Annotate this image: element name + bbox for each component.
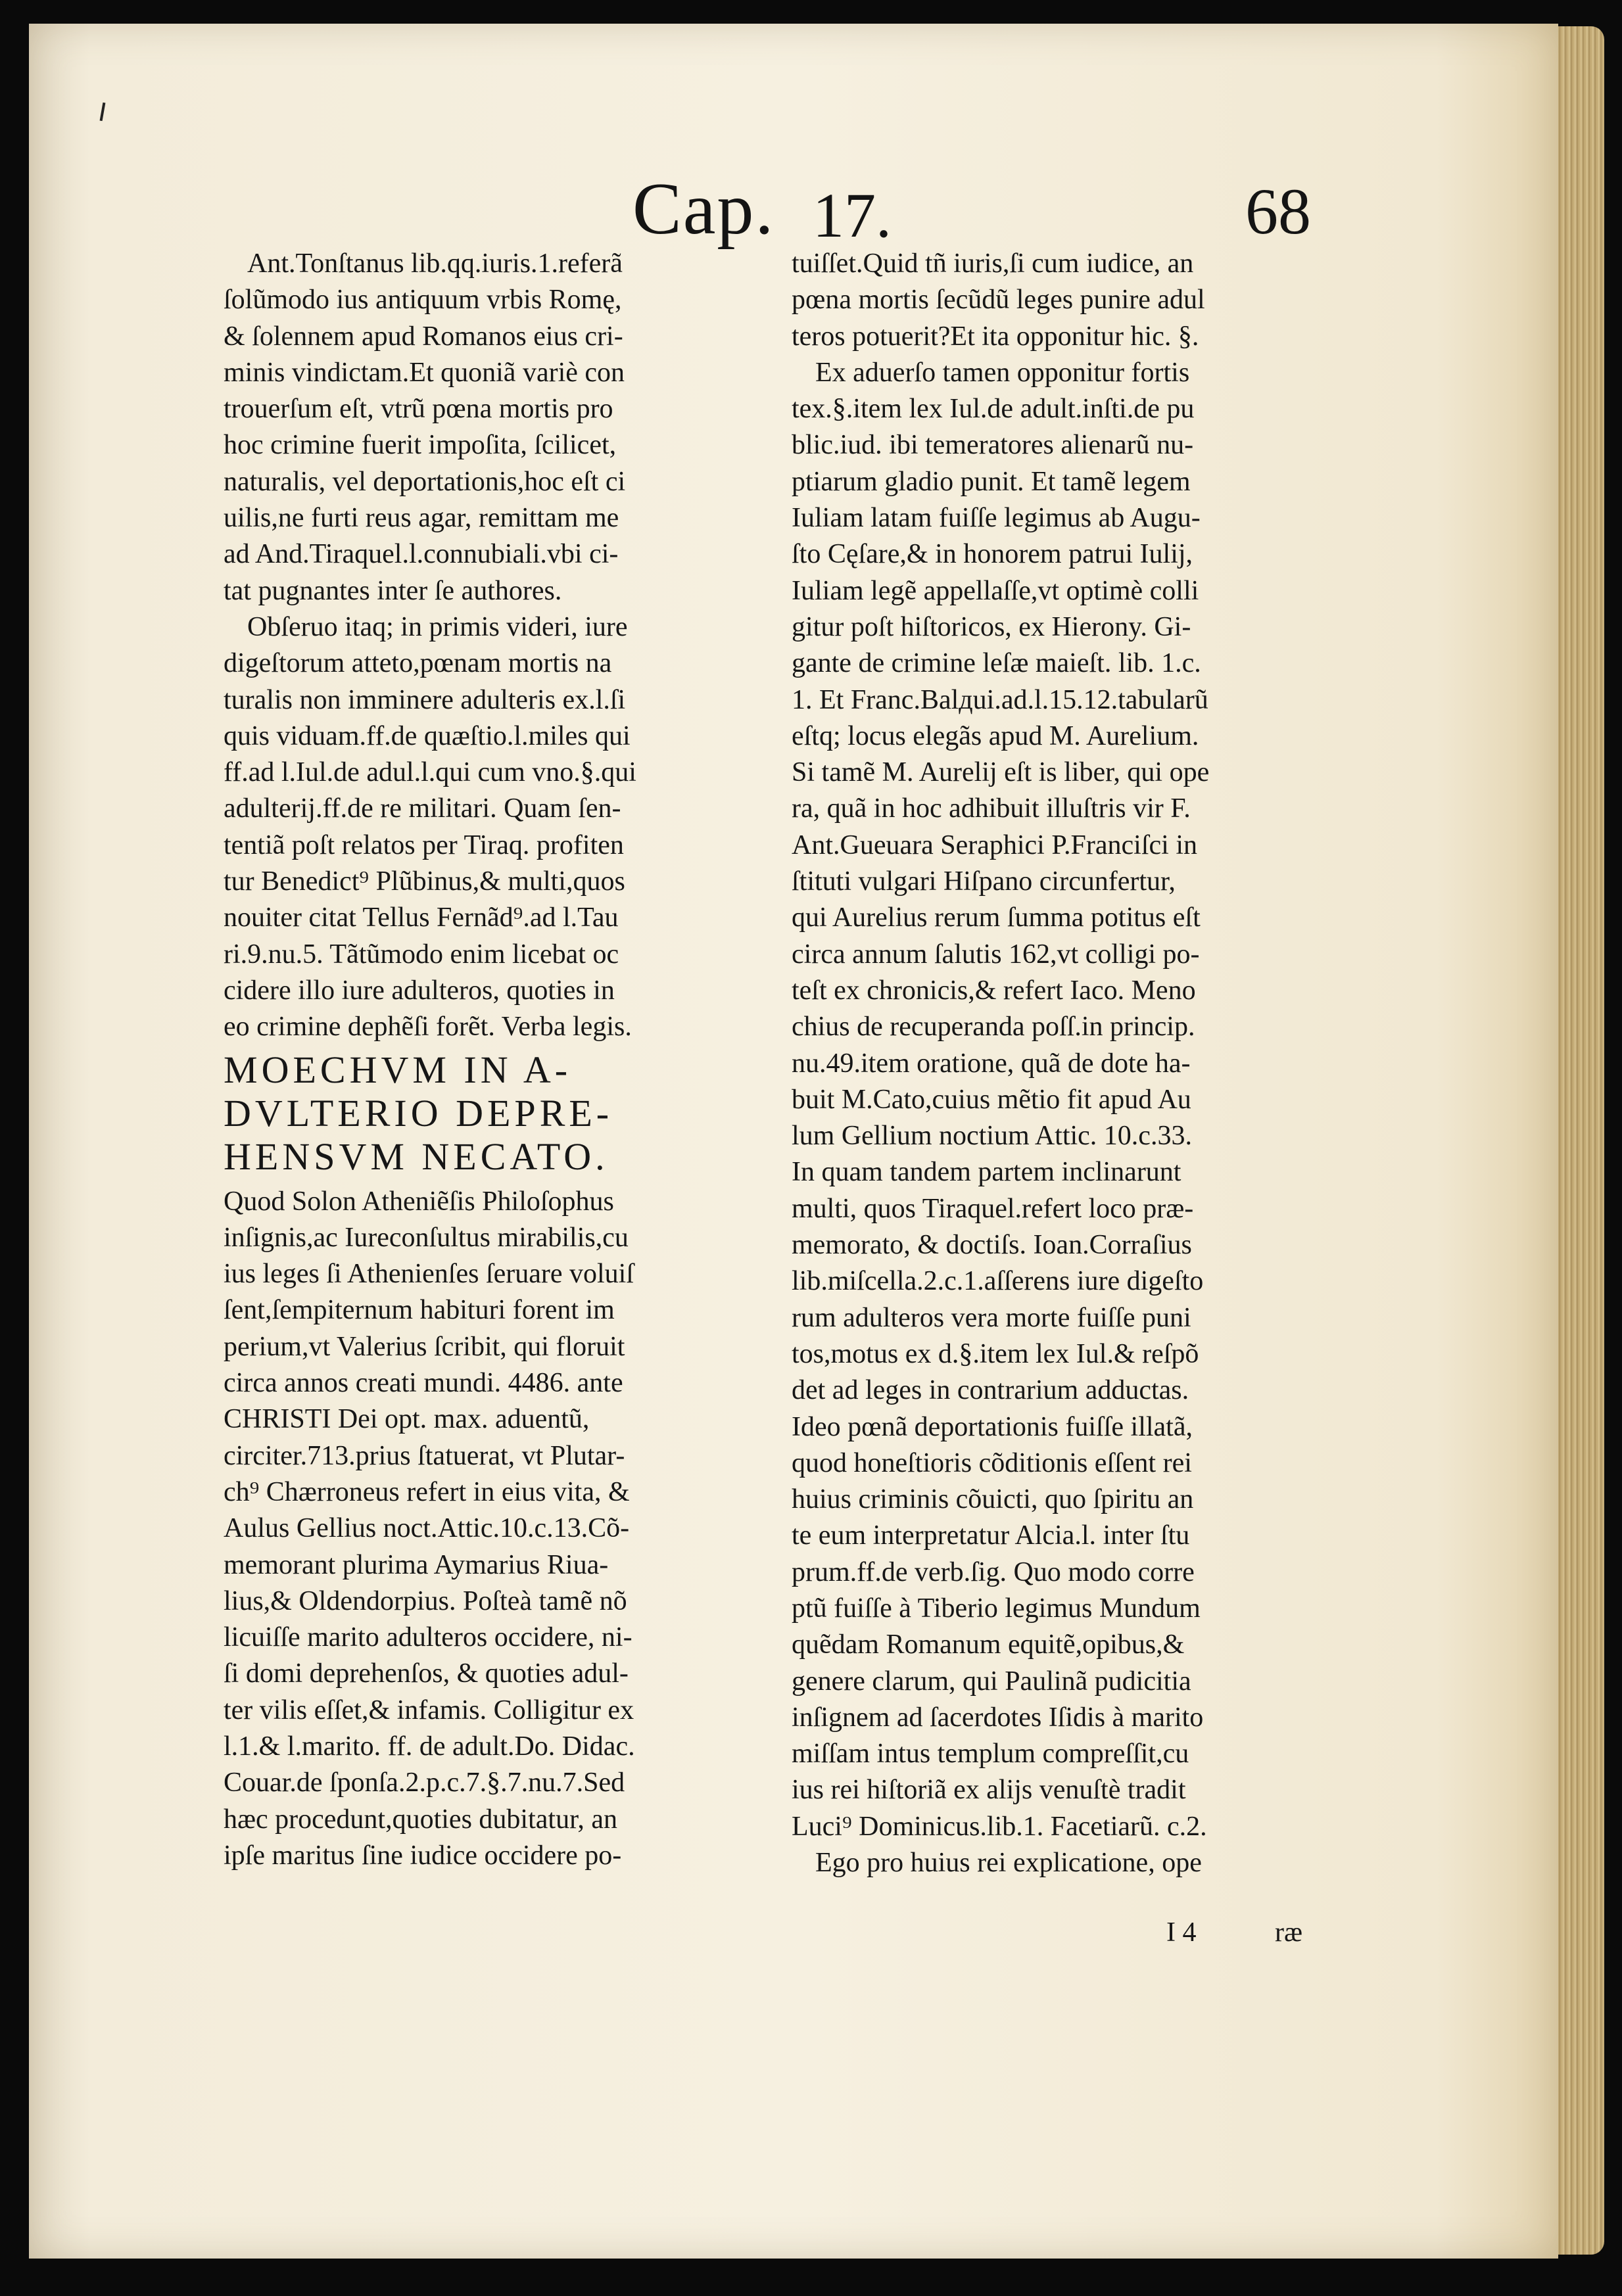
left-column-text-continued xyxy=(224,1184,796,1875)
chapter-number: 17. xyxy=(813,180,892,250)
text-line: pœna mortis ſecũdũ leges punire adul xyxy=(792,285,1205,316)
text-line: lius,& Oldendorpius. Poſteà tamẽ nõ xyxy=(224,1585,627,1616)
text-line: blic.iud. ibi temeratores alienarũ nu- xyxy=(792,430,1194,461)
text-line: huius criminis cõuicti, quo ſpiritu an xyxy=(792,1484,1194,1515)
text-line: ius rei hiſtoriã ex alijs venuſtè tradit xyxy=(792,1775,1186,1806)
chapter-label: Cap. xyxy=(632,168,775,250)
text-line: chius de recuperanda poſſ.in princip. xyxy=(792,1012,1195,1043)
text-line: rum adulteros vera morte fuiſſe puni xyxy=(792,1302,1191,1333)
margin-mark xyxy=(100,103,106,121)
text-line: Si tamẽ M. Aurelij eſt is liber, qui ope xyxy=(792,757,1210,788)
text-line: nu.49.item oratione, quã de dote ha- xyxy=(792,1048,1191,1079)
text-line: inſignis,ac Iureconſultus mirabilis,cu xyxy=(224,1222,629,1253)
text-line: ſtituti vulgari Hiſpano circunfertur, xyxy=(792,866,1176,897)
text-line: CHRISTI Dei opt. max. aduentũ, xyxy=(224,1404,590,1435)
text-line: miſſam intus templum compreſſit,cu xyxy=(792,1739,1189,1769)
text-line: ptiarum gladio punit. Et tamẽ legem xyxy=(792,466,1191,497)
text-line: hæc procedunt,quoties dubitatur, an xyxy=(224,1804,618,1835)
text-line: genere clarum, qui Paulinã pudicitia xyxy=(792,1666,1191,1697)
text-line: naturalis, vel deportationis,hoc eſt ci xyxy=(224,466,626,497)
text-line: Ego pro huius rei explicatione, ope xyxy=(815,1848,1202,1879)
text-line: 1. Et Franc.Balдui.ad.l.15.12.tabularũ xyxy=(792,684,1208,715)
text-line: cidere illo iure adulteros, quoties in xyxy=(224,975,615,1006)
text-line: adulterij.ff.de re militari. Quam ſen- xyxy=(224,793,621,824)
text-line: quis viduam.ff.de quæſtio.l.miles qui xyxy=(224,720,631,751)
catchword: ræ xyxy=(1275,1917,1302,1948)
running-header xyxy=(29,167,1558,250)
text-line: ptũ fuiſſe à Tiberio legimus Mundum xyxy=(792,1593,1201,1624)
text-line: buit M.Cato,cuius mẽtio fit apud Au xyxy=(792,1084,1191,1115)
text-line: minis vindictam.Et quoniã variè con xyxy=(224,357,625,388)
book-page xyxy=(29,24,1558,2259)
text-line: ius leges ſi Athenienſes ſeruare voluiſ xyxy=(224,1259,634,1290)
text-line: ter vilis eſſet,& infamis. Colligitur ex xyxy=(224,1695,634,1725)
text-line: turalis non imminere adulteris ex.l.ſi xyxy=(224,684,626,715)
text-line: ſent,ſempiternum habituri forent im xyxy=(224,1295,615,1326)
text-line: MOECHVM IN A- xyxy=(224,1048,572,1091)
text-line: l.1.& l.marito. ff. de adult.Do. Didac. xyxy=(224,1731,635,1762)
text-line: circa annos creati mundi. 4486. ante xyxy=(224,1368,623,1399)
text-line: ff.ad l.Iul.de adul.l.qui cum vno.§.qui xyxy=(224,757,636,788)
text-line: quod honeſtioris cõditionis eſſent rei xyxy=(792,1447,1192,1478)
text-line: memorant plurima Aymarius Riua- xyxy=(224,1549,609,1580)
text-line: tex.§.item lex Iul.de adult.inſti.de pu xyxy=(792,394,1195,425)
text-line: lib.miſcella.2.c.1.aſſerens iure digeſto xyxy=(792,1266,1204,1297)
text-line: circiter.713.prius ſtatuerat, vt Plutar- xyxy=(224,1440,625,1471)
text-line: Iuliam latam fuiſſe legimus ab Augu- xyxy=(792,503,1201,534)
text-line: gitur poſt hiſtoricos, ex Hierony. Gi- xyxy=(792,611,1191,642)
text-line: ch⁹ Chærroneus refert in eius vita, & xyxy=(224,1476,630,1507)
law-quote xyxy=(224,1048,796,1179)
text-line: trouerſum eſt, vtrũ pœna mortis pro xyxy=(224,394,613,425)
text-line: tos,motus ex d.§.item lex Iul.& reſpõ xyxy=(792,1338,1199,1369)
text-line: ri.9.nu.5. Tãtũmodo enim licebat oc xyxy=(224,939,619,970)
text-line: tur Benedict⁹ Plũbinus,& multi,quos xyxy=(224,866,625,897)
text-line: circa annum ſalutis 162,vt colligi po- xyxy=(792,939,1200,970)
text-line: licuiſſe marito adulteros occidere, ni- xyxy=(224,1622,632,1653)
text-line: teſt ex chronicis,& refert Iaco. Meno xyxy=(792,975,1196,1006)
text-line: uilis,ne furti reus agar, remittam me xyxy=(224,503,619,534)
text-line: tentiã poſt relatos per Tiraq. profiten xyxy=(224,830,624,860)
left-column xyxy=(224,246,796,1874)
text-line: Luci⁹ Dominicus.lib.1. Facetiarũ. c.2. xyxy=(792,1811,1207,1842)
text-line: ſto Cęſare,& in honorem patrui Iulij, xyxy=(792,539,1193,570)
folio-number: 68 xyxy=(1245,175,1311,248)
signature-mark: I 4 xyxy=(1166,1917,1197,1948)
text-line: qui Aurelius rerum ſumma potitus eſt xyxy=(792,902,1201,933)
text-line: tat pugnantes inter ſe authores. xyxy=(224,575,562,606)
text-line: prum.ff.de verb.ſig. Quo modo corre xyxy=(792,1557,1195,1587)
text-line: HENSVM NECATO. xyxy=(224,1135,609,1178)
text-line: Quod Solon Atheniẽſis Philoſophus xyxy=(224,1186,614,1217)
text-line: nouiter citat Tellus Fernãd⁹.ad l.Tau xyxy=(224,902,619,933)
text-line: eo crimine dephẽſi forẽt. Verba legis. xyxy=(224,1012,632,1043)
text-line: ad And.Tiraquel.l.connubiali.vbi ci- xyxy=(224,539,619,570)
text-line: multi, quos Tiraquel.refert loco præ- xyxy=(792,1193,1194,1224)
left-column-text xyxy=(224,246,796,1046)
text-line: Aulus Gellius noct.Attic.10.c.13.Cõ- xyxy=(224,1513,630,1544)
text-line: teros potuerit?Et ita opponitur hic. §. xyxy=(792,321,1199,352)
text-line: Obſeruo itaq; in primis videri, iure xyxy=(247,611,628,642)
text-line: inſignem ad ſacerdotes Iſidis à marito xyxy=(792,1702,1204,1733)
text-line: digeſtorum atteto,pœnam mortis na xyxy=(224,648,612,679)
text-line: eſtq; locus elegãs apud M. Aurelium. xyxy=(792,720,1199,751)
text-line: Iuliam legẽ appellaſſe,vt optimè colli xyxy=(792,575,1199,606)
text-line: perium,vt Valerius ſcribit, qui floruit xyxy=(224,1331,625,1362)
text-line: ſi domi deprehenſos, & quoties adul- xyxy=(224,1658,629,1689)
text-line: Couar.de ſponſa.2.p.c.7.§.7.nu.7.Sed xyxy=(224,1768,625,1798)
text-line: & ſolennem apud Romanos eius cri- xyxy=(224,321,623,352)
text-line: quẽdam Romanum equitẽ,opibus,& xyxy=(792,1629,1185,1660)
text-line: In quam tandem partem inclinarunt xyxy=(792,1157,1181,1188)
right-column xyxy=(792,246,1364,1881)
text-line: tuiſſet.Quid tñ iuris,ſi cum iudice, an xyxy=(792,248,1194,279)
text-line: ipſe maritus ſine iudice occidere po- xyxy=(224,1840,622,1871)
text-line: gante de crimine leſæ maieſt. lib. 1.c. xyxy=(792,648,1201,679)
text-line: Ant.Tonſtanus lib.qq.iuris.1.referã xyxy=(247,248,623,279)
text-line: det ad leges in contrarium adductas. xyxy=(792,1375,1189,1406)
text-line: hoc crimine fuerit impoſita, ſcilicet, xyxy=(224,430,617,461)
right-column-text xyxy=(792,246,1364,1881)
text-line: lum Gellium noctium Attic. 10.c.33. xyxy=(792,1121,1192,1152)
text-line: memorato, & doctiſs. Ioan.Corraſius xyxy=(792,1230,1192,1261)
text-line: Ideo pœnã deportationis fuiſſe illatã, xyxy=(792,1411,1193,1442)
text-line: ſolũmodo ius antiquum vrbis Romę, xyxy=(224,285,622,316)
text-line: Ex aduerſo tamen opponitur fortis xyxy=(815,357,1190,388)
text-line: DVLTERIO DEPRE- xyxy=(224,1091,613,1135)
text-line: ra, quã in hoc adhibuit illuſtris vir F. xyxy=(792,793,1191,824)
text-line: Ant.Gueuara Seraphici P.Franciſci in xyxy=(792,830,1197,860)
text-line: te eum interpretatur Alcia.l. inter ſtu xyxy=(792,1520,1190,1551)
